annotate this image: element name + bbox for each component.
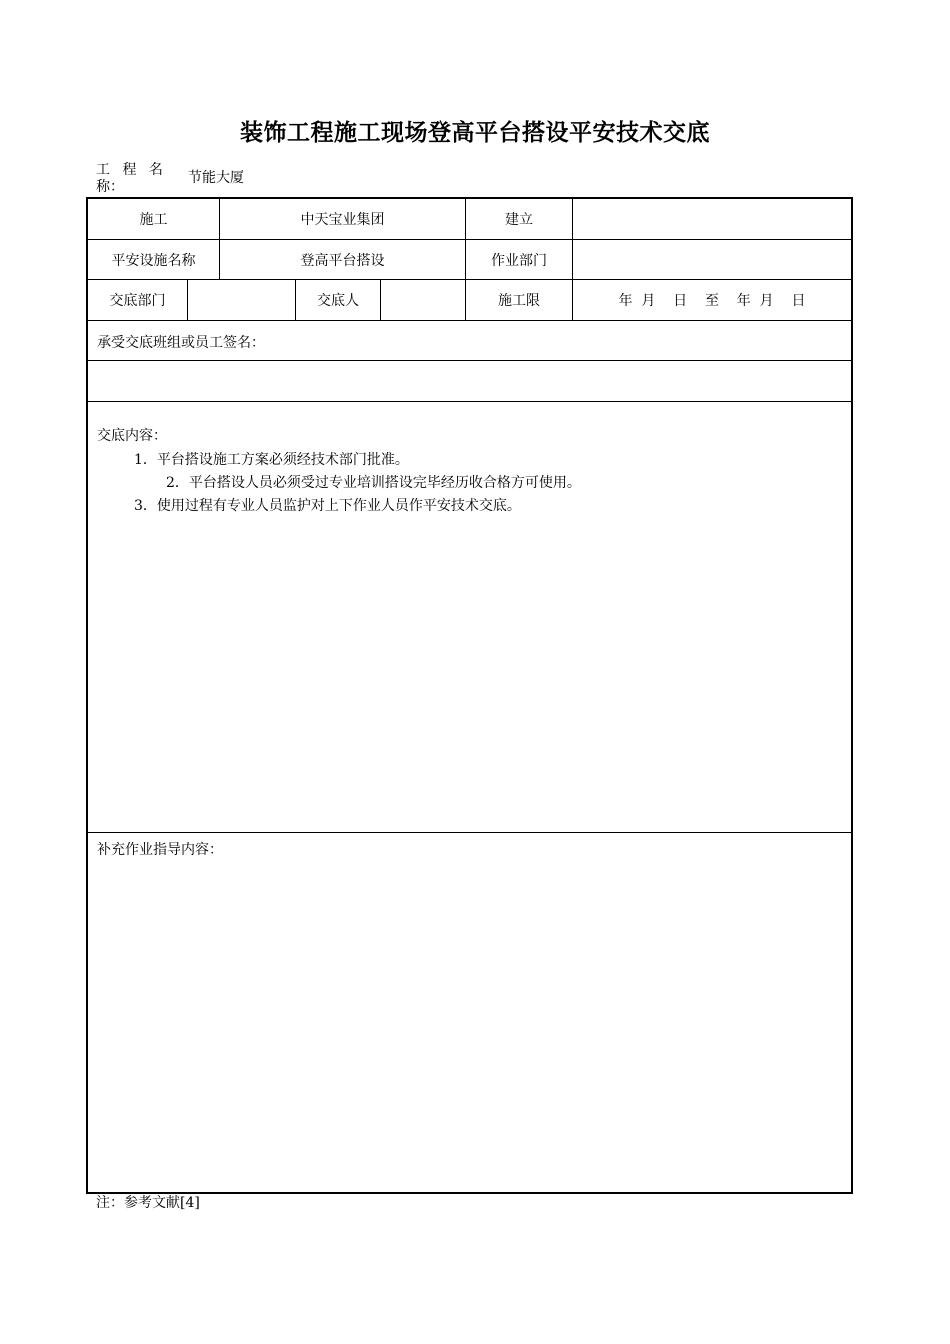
content-item: 2．平台搭设人员必须受过专业培训搭设完毕经历收合格方可使用。 (166, 475, 581, 491)
footnote: 注：参考文献[4] (96, 1195, 200, 1211)
facility-name-value: 登高平台搭设 (300, 252, 385, 269)
disclosure-form-table (86, 197, 853, 1194)
supplement-label: 补充作业指导内容： (97, 842, 223, 858)
project-name-value: 节能大厦 (188, 170, 244, 186)
project-name-label-cont: 称： (96, 179, 124, 195)
project-name-label: 工 程 名 (96, 162, 163, 178)
construction-label: 施工 (139, 212, 168, 228)
signature-label: 承受交底班组或员工签名： (97, 335, 265, 351)
disclosure-department-value (188, 280, 295, 320)
content-item: 1．平台搭设施工方案必须经技术部门批准。 (134, 452, 409, 468)
content-item: 3．使用过程有专业人员监护对上下作业人员作平安技术交底。 (134, 498, 521, 514)
row-divider (88, 360, 851, 361)
disclosure-department-label: 交底部门 (109, 293, 166, 309)
page-title: 装饰工程施工现场登高平台搭设平安技术交底 (240, 119, 710, 146)
facility-name-label: 平安设施名称 (111, 252, 196, 269)
work-department-label: 作业部门 (491, 252, 547, 269)
construction-value: 中天宝业集团 (300, 212, 385, 228)
supervision-value (573, 199, 851, 239)
construction-period-value: 年 月 日 至 年 月 日 (618, 293, 806, 309)
row-divider (88, 401, 851, 402)
row-divider (88, 320, 851, 321)
construction-period-label: 施工限 (498, 293, 540, 309)
content-label: 交底内容： (97, 428, 167, 444)
row-divider (88, 832, 851, 833)
work-department-value (573, 240, 851, 279)
supervision-label: 建立 (505, 212, 533, 228)
discloser-value (381, 280, 465, 320)
discloser-label: 交底人 (317, 293, 359, 309)
